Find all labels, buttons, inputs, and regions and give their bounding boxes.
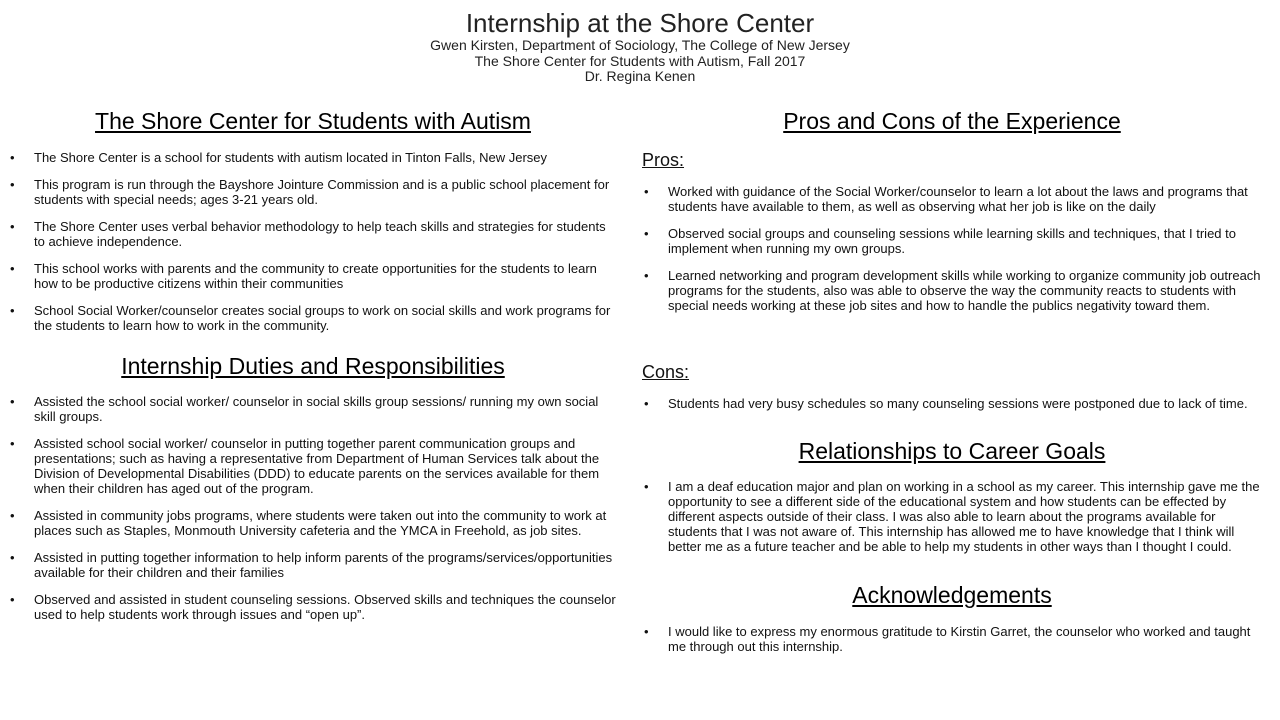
list-item: • Assisted in community jobs programs, where students were taken out into the community to work at places such as Staples, Monmouth University cafeteria and the YMCA in Freehold, as job sites.	[8, 508, 618, 538]
list-item: • Observed social groups and counseling sessions while learning skills and techniques, that I tried to implement when running my own groups.	[642, 226, 1262, 256]
career-goals-list	[642, 479, 1262, 566]
list-item: • Worked with guidance of the Social Worker/counselor to learn a lot about the laws and programs that students have available to them, as well as observing what her job is like on the daily	[642, 184, 1262, 214]
cons-list	[642, 396, 1262, 423]
poster-title: Internship at the Shore Center	[465, 8, 815, 38]
author-line: Gwen Kirsten, Department of Sociology, The College of New Jersey	[430, 37, 850, 53]
cons-label: Cons:	[642, 362, 690, 382]
section-heading-shore-center: The Shore Center for Students with Autism	[95, 108, 531, 134]
pros-label: Pros:	[642, 150, 685, 170]
list-item: • The Shore Center is a school for students with autism located in Tinton Falls, New Jersey	[8, 150, 618, 165]
section-heading-acknowledgements: Acknowledgements	[852, 582, 1052, 608]
acknowledgements-list	[642, 624, 1262, 666]
list-item: • School Social Worker/counselor creates social groups to work on social skills and work programs for the students to learn how to work in the community.	[8, 303, 618, 333]
list-item: • I would like to express my enormous gratitude to Kirstin Garret, the counselor who worked and taught me through out this internship.	[642, 624, 1262, 654]
section-heading-pros-cons: Pros and Cons of the Experience	[783, 108, 1121, 134]
list-item: • I am a deaf education major and plan on working in a school as my career. This internship gave me the opportunity to see a different side of the educational system and how students can be effected by different aspects outside of their class. I was also able to learn about the programs available for students that I was not aware of. This internship has allowed me to have knowledge that I think will better me as a future teacher and be able to help my students in other ways than I thought I could.	[642, 479, 1262, 554]
placement-line: The Shore Center for Students with Autism, Fall 2017	[474, 52, 806, 69]
pros-list	[642, 184, 1262, 325]
list-item: • The Shore Center uses verbal behavior methodology to help teach skills and strategies for students to achieve independence.	[8, 219, 618, 249]
section-heading-duties: Internship Duties and Responsibilities	[121, 353, 505, 379]
list-item: • Assisted in putting together information to help inform parents of the programs/services/opportunities available for their children and their families	[8, 550, 618, 580]
list-item: • Assisted the school social worker/ counselor in social skills group sessions/ running my own social skill groups.	[8, 394, 618, 424]
duties-list	[8, 394, 618, 634]
list-item: • Observed and assisted in student counseling sessions. Observed skills and techniques the counselor used to help students work through issues and “open up”.	[8, 592, 618, 622]
list-item: • This program is run through the Bayshore Jointure Commission and is a public school placement for students with special needs; ages 3-21 years old.	[8, 177, 618, 207]
shore-center-list	[8, 150, 618, 345]
advisor-line: Dr. Regina Kenen	[584, 68, 696, 84]
list-item: • This school works with parents and the community to create opportunities for the students to learn how to be productive citizens within their communities	[8, 261, 618, 291]
list-item: • Learned networking and program development skills while working to organize community job outreach programs for the students, also was able to observe the way the community reacts to students with special needs working at these job sites and how to handle the publics negativity toward them.	[642, 268, 1262, 313]
section-heading-career-goals: Relationships to Career Goals	[798, 438, 1106, 464]
list-item: • Students had very busy schedules so many counseling sessions were postponed due to lack of time.	[642, 396, 1262, 411]
list-item: • Assisted school social worker/ counselor in putting together parent communication groups and presentations; such as having a representative from Department of Human Services talk about the Division of Developmental Disabilities (DDD) to educate parents on the services available for them when their children has aged out of the program.	[8, 436, 618, 496]
poster-header	[0, 8, 1280, 85]
